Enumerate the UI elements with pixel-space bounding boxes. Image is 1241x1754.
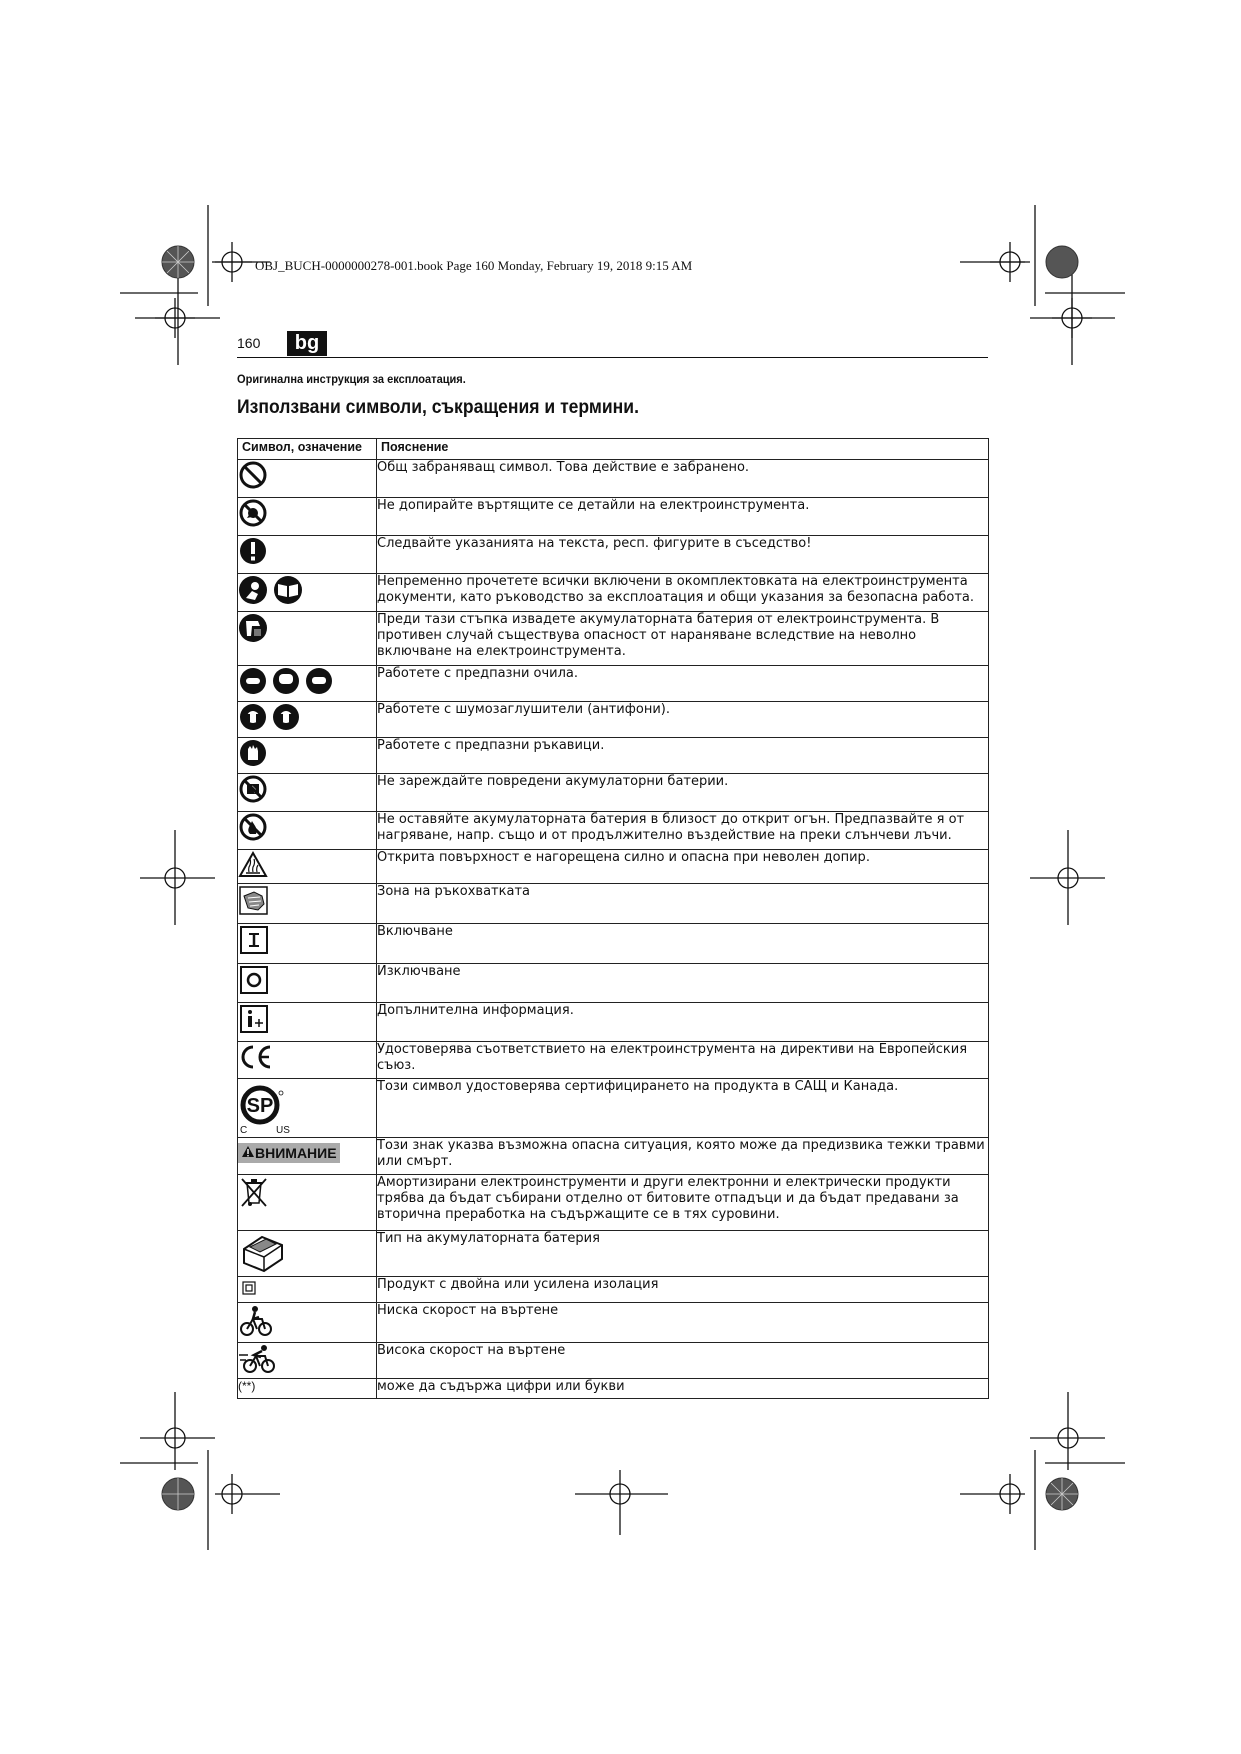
row-text: Общ забраняващ символ. Това действие е забранено. [377,460,989,498]
page-number: 160 [237,335,261,351]
table-row [238,774,989,812]
row-text: Този знак указва възможна опасна ситуация, която може да предизвика тежки травми или смърт. [377,1138,989,1175]
ear-protection-icon [238,702,308,732]
double-insulation-icon [242,1281,256,1295]
no-charge-damaged-battery-icon [238,774,268,804]
row-text: Работете с предпазни ръкавици. [377,738,989,774]
table-row [238,850,989,884]
row-text: Допълнителна информация. [377,1003,989,1042]
row-text: Не зареждайте повредени акумулаторни батерии. [377,774,989,812]
table-row [238,1175,989,1231]
table-row [238,812,989,850]
row-text: Непременно прочетете всички включени в окомплектовката на електроинструмента документи, като ръководство за експлоатация и общи указания за безопасна работа. [377,574,989,612]
table-header-row [238,439,989,460]
table-row [238,1277,989,1303]
low-speed-icon [238,1303,274,1337]
row-text: Преди тази стъпка извадете акумулаторната батерия от електроинструмента. В противен случай съществува опасност от нараняване вследствие на неволно включване на електроинструмента. [377,612,989,666]
csa-mark-icon [238,1079,298,1135]
header-rule [237,357,988,358]
table-row [238,1042,989,1079]
table-row [238,884,989,924]
table-row [238,574,989,612]
no-touch-rotating-icon [238,498,268,528]
csa-mark-letters: SP [246,1095,274,1117]
language-badge: bg [287,331,327,356]
table-row [238,666,989,702]
document-subtitle: Оригинална инструкция за експлоатация. [237,372,466,386]
row-text: Зона на ръкохватката [377,884,989,924]
column-header-explanation: Пояснение [377,439,989,460]
battery-type-icon [238,1231,288,1273]
high-speed-icon [238,1343,278,1375]
row-text: Ниска скорост на въртене [377,1303,989,1343]
placeholder-stars: (**) [238,1379,377,1399]
warning-label-icon [238,1143,340,1163]
gloves-icon [238,738,268,768]
row-text: Удостоверява съответствието на електроинструмента на директиви на Европейския съюз. [377,1042,989,1079]
table-row [238,612,989,666]
table-row [238,1303,989,1343]
row-text: Не допирайте въртящите се детайли на електроинструмента. [377,498,989,536]
table-row [238,1079,989,1138]
page-title: Използвани символи, съкращения и термини. [237,396,639,418]
row-text: Работете с предпазни очила. [377,666,989,702]
row-text: Следвайте указанията на текста, респ. фигурите в съседство! [377,536,989,574]
table-row [238,964,989,1003]
table-row [238,1003,989,1042]
csa-c-label: C [240,1125,248,1135]
switch-on-icon [238,924,270,956]
row-text: Този символ удостоверява сертифицирането на продукта в САЩ и Канада. [377,1079,989,1138]
table-row [238,1379,989,1399]
table-row [238,702,989,738]
grip-area-icon [238,884,270,916]
warning-label-text: ВНИМАНИЕ [255,1145,337,1161]
safety-goggles-icon [238,666,338,696]
additional-info-icon [238,1003,270,1035]
exclamation-icon [238,536,268,566]
table-row [238,924,989,964]
row-text: Амортизирани електроинструменти и други електронни и електрически продукти трябва да бъдат събирани отделно от битовите отпадъци и да бъдат предавани за вторична преработка на съдържащите се в тях суровини. [377,1175,989,1231]
table-row [238,1343,989,1379]
table-row [238,738,989,774]
switch-off-icon [238,964,270,996]
read-manual-icon [238,574,308,606]
row-text: Висока скорост на въртене [377,1343,989,1379]
hot-surface-icon [238,850,268,878]
table-row [238,498,989,536]
ce-mark-icon [238,1042,274,1072]
remove-battery-icon [238,612,270,644]
table-row [238,1138,989,1175]
column-header-symbol: Символ, означение [238,439,377,460]
table-row [238,536,989,574]
row-text: Работете с шумозаглушители (антифони). [377,702,989,738]
no-fire-battery-icon [238,812,268,842]
warning-triangle-icon [241,1145,255,1158]
table-row [238,460,989,498]
file-info: OBJ_BUCH-0000000278-001.book Page 160 Monday, February 19, 2018 9:15 AM [255,258,693,273]
prohibition-icon [238,460,268,490]
row-text: Тип на акумулаторната батерия [377,1231,989,1277]
row-text: Открита повърхност е нагорещена силно и опасна при неволен допир. [377,850,989,884]
row-text: Включване [377,924,989,964]
table-row [238,1231,989,1277]
symbols-table [237,438,989,1399]
row-text: Не оставяйте акумулаторната батерия в близост до открит огън. Предпазвайте я от нагряване, напр. също и от продължително въздействие на преки слънчеви лъчи. [377,812,989,850]
row-text: Изключване [377,964,989,1003]
row-text: може да съдържа цифри или букви [377,1379,989,1399]
row-text: Продукт с двойна или усилена изолация [377,1277,989,1303]
csa-us-label: US [276,1125,290,1135]
weee-bin-icon [238,1175,270,1209]
